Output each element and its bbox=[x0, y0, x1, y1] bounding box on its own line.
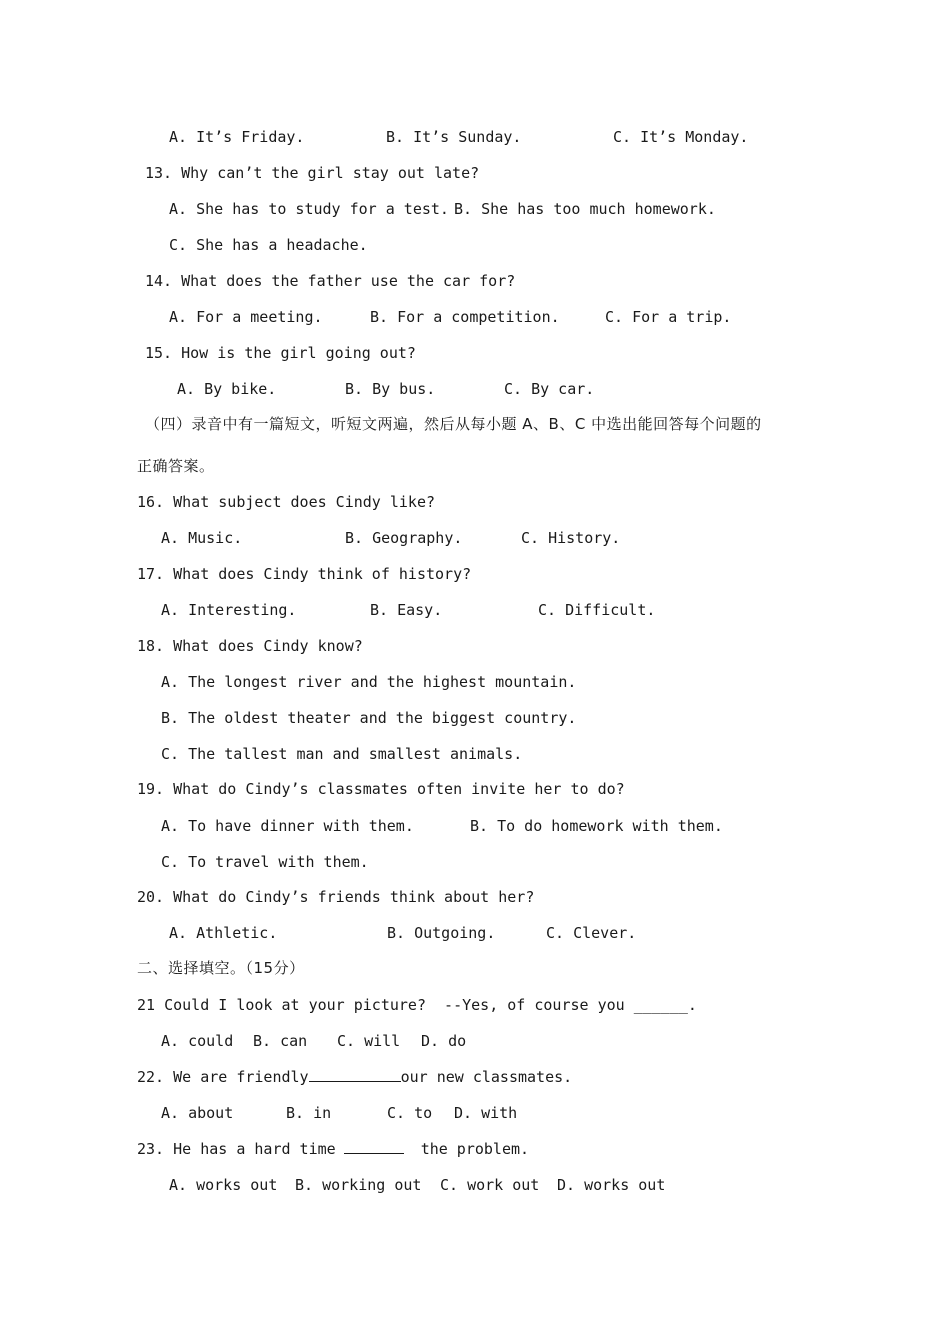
q21-option-d: D. do bbox=[421, 1032, 467, 1050]
q21-option-a: A. could bbox=[161, 1032, 234, 1050]
q17-option-b: B. Easy. bbox=[370, 601, 443, 619]
q23-question-end: the problem. bbox=[420, 1140, 530, 1158]
q19-question: 19. What do Cindy’s classmates often invite her to do? bbox=[137, 780, 625, 798]
q22-option-b: B. in bbox=[286, 1104, 332, 1122]
q22-option-c: C. to bbox=[387, 1104, 433, 1122]
q13-option-a: A. She has to study for a test. bbox=[169, 200, 449, 218]
q20-option-a: A. Athletic. bbox=[169, 924, 278, 942]
q16-option-b: B. Geography. bbox=[345, 529, 463, 547]
q14-option-b: B. For a competition. bbox=[370, 308, 560, 326]
section-4-instructions-line1: （四）录音中有一篇短文，听短文两遍，然后从每小题 A、B、C 中选出能回答每个问题的 bbox=[145, 415, 762, 433]
q13-option-b: B. She has too much homework. bbox=[454, 200, 716, 218]
q12-option-b: B. It’s Sunday. bbox=[386, 128, 522, 146]
q18-option-c: C. The tallest man and smallest animals. bbox=[161, 745, 523, 763]
q20-option-b: B. Outgoing. bbox=[387, 924, 496, 942]
q21-option-b: B. can bbox=[253, 1032, 308, 1050]
q19-option-a: A. To have dinner with them. bbox=[161, 817, 414, 835]
q18-option-b: B. The oldest theater and the biggest country. bbox=[161, 709, 577, 727]
q21-option-c: C. will bbox=[337, 1032, 401, 1050]
q23-question bbox=[137, 1139, 529, 1159]
q20-question: 20. What do Cindy’s friends think about her? bbox=[137, 888, 535, 906]
q17-option-c: C. Difficult. bbox=[538, 601, 656, 619]
q22-answer-blank bbox=[309, 1067, 401, 1082]
part-2-heading: 二、选择填空。（15分） bbox=[137, 959, 305, 977]
q23-option-c: C. work out bbox=[440, 1176, 540, 1194]
q18-option-a: A. The longest river and the highest mountain. bbox=[161, 673, 577, 691]
q14-option-a: A. For a meeting. bbox=[169, 308, 323, 326]
q15-option-b: B. By bus. bbox=[345, 380, 436, 398]
q23-option-d: D. works out bbox=[557, 1176, 666, 1194]
section-4-instructions-line2: 正确答案。 bbox=[137, 457, 215, 475]
q19-option-b: B. To do homework with them. bbox=[470, 817, 723, 835]
q21-question: 21 Could I look at your picture? --Yes, of course you ______. bbox=[137, 996, 697, 1014]
q22-question-end: our new classmates. bbox=[400, 1068, 573, 1086]
q22-question bbox=[137, 1067, 572, 1087]
q15-question: 15. How is the girl going out? bbox=[145, 344, 416, 362]
q16-question: 16. What subject does Cindy like? bbox=[137, 493, 436, 511]
q22-option-d: D. with bbox=[454, 1104, 518, 1122]
q17-option-a: A. Interesting. bbox=[161, 601, 297, 619]
q18-question: 18. What does Cindy know? bbox=[137, 637, 363, 655]
q14-question: 14. What does the father use the car for? bbox=[145, 272, 516, 290]
q13-option-c: C. She has a headache. bbox=[169, 236, 368, 254]
q14-option-c: C. For a trip. bbox=[605, 308, 732, 326]
q13-question: 13. Why can’t the girl stay out late? bbox=[145, 164, 480, 182]
q20-option-c: C. Clever. bbox=[546, 924, 637, 942]
q15-option-a: A. By bike. bbox=[177, 380, 277, 398]
q15-option-c: C. By car. bbox=[504, 380, 595, 398]
q16-option-c: C. History. bbox=[521, 529, 621, 547]
q23-option-b: B. working out bbox=[295, 1176, 422, 1194]
q23-answer-blank bbox=[344, 1139, 404, 1154]
q19-option-c: C. To travel with them. bbox=[161, 853, 369, 871]
q23-question-start: 23. He has a hard time bbox=[137, 1140, 336, 1158]
q17-question: 17. What does Cindy think of history? bbox=[137, 565, 472, 583]
q12-option-c: C. It’s Monday. bbox=[613, 128, 749, 146]
q12-option-a: A. It’s Friday. bbox=[169, 128, 305, 146]
q16-option-a: A. Music. bbox=[161, 529, 243, 547]
q22-question-start: 22. We are friendly bbox=[137, 1068, 309, 1086]
q22-option-a: A. about bbox=[161, 1104, 234, 1122]
q23-option-a: A. works out bbox=[169, 1176, 278, 1194]
